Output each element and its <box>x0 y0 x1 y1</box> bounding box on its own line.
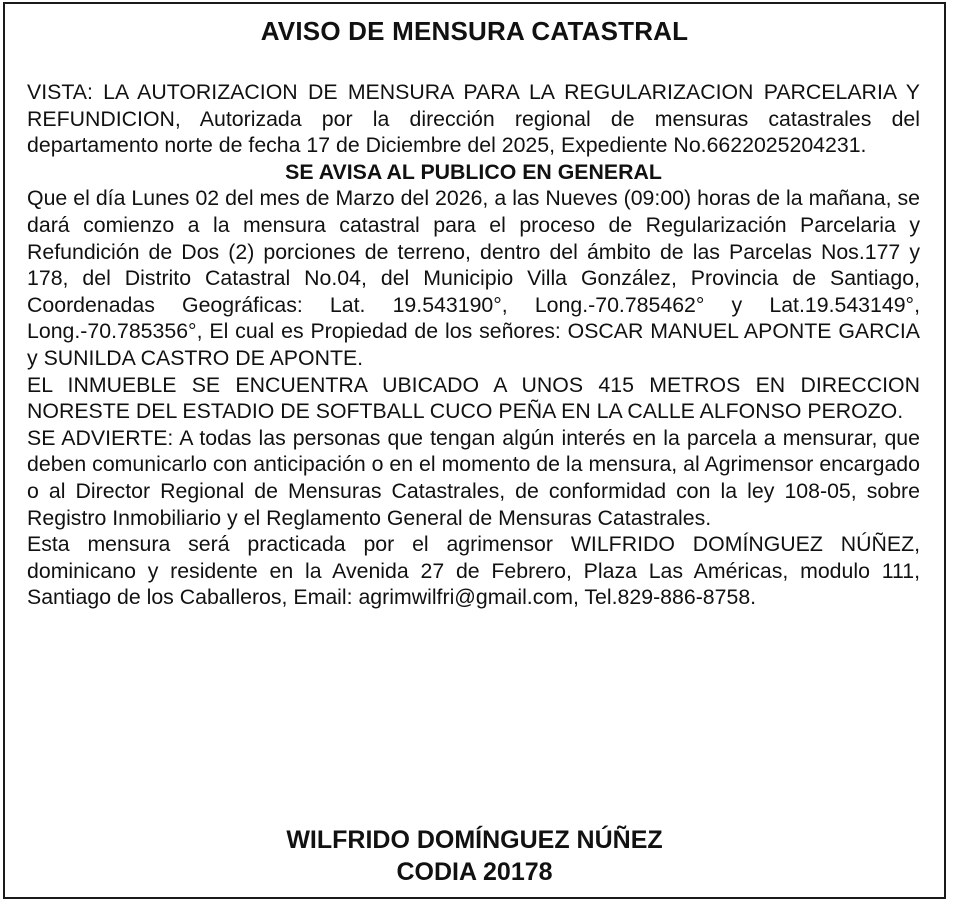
paragraph-vista: VISTA: LA AUTORIZACION DE MENSURA PARA LA REGULARIZACION PARCELARIA Y REFUNDICION, Autorizada por la dirección regional de mensuras catastrales del departamento norte de fecha 17 de Diciembre del 2025, Expediente No.6622025204231. <box>27 80 920 158</box>
notice-box <box>3 2 946 899</box>
notice-title: AVISO DE MENSURA CATASTRAL <box>260 16 689 46</box>
paragraph-property-location: EL INMUEBLE SE ENCUENTRA UBICADO A UNOS 415 METROS EN DIRECCION NORESTE DEL ESTADIO DE SOFTBALL CUCO PEÑA EN LA CALLE ALFONSO PEROZO. <box>27 372 920 424</box>
paragraph-survey-date: Que el día Lunes 02 del mes de Marzo del 2026, a las Nueves (09:00) horas de la mañana, se dará comienzo a la mensura catastral para el proceso de Regularización Parcelaria y Refundición de Dos (2) porciones de terreno, dentro del ámbito de las Parcelas Nos.177 y 178, del Distrito Catastral No.04, del Municipio Villa González, Provincia de Santiago, Coordenadas Geográficas: Lat. 19.543190°, Long.-70.785462° y Lat.19.543149°, Long.-70.785356°, El cual es Propiedad de los señores: OSCAR MANUEL APONTE GARCIA y SUNILDA CASTRO DE APONTE. <box>27 186 920 370</box>
notice-body <box>27 79 920 611</box>
signature-name: WILFRIDO DOMÍNGUEZ NÚÑEZ <box>286 826 663 854</box>
paragraph-surveyor-contact: Esta mensura será practicada por el agrimensor WILFRIDO DOMÍNGUEZ NÚÑEZ, dominicano y residente en la Avenida 27 de Febrero, Plaza Las Américas, modulo 111, Santiago de los Caballeros, Email: agrimwilfri@gmail.com, Tel.829-886-8758. <box>27 532 920 610</box>
paragraph-warning: SE ADVIERTE: A todas las personas que tengan algún interés en la parcela a mensurar, que deben comunicarlo con anticipación o en el momento de la mensura, al Agrimensor encargado o al Director Regional de Mensuras Catastrales, de conformidad con la ley 108-05, sobre Registro Inmobiliario y el Reglamento General de Mensuras Catastrales. <box>27 425 920 530</box>
signature-block <box>5 824 944 888</box>
signature-codia: CODIA 20178 <box>396 858 553 886</box>
subheading-public-notice: SE AVISA AL PUBLICO EN GENERAL <box>285 159 662 184</box>
